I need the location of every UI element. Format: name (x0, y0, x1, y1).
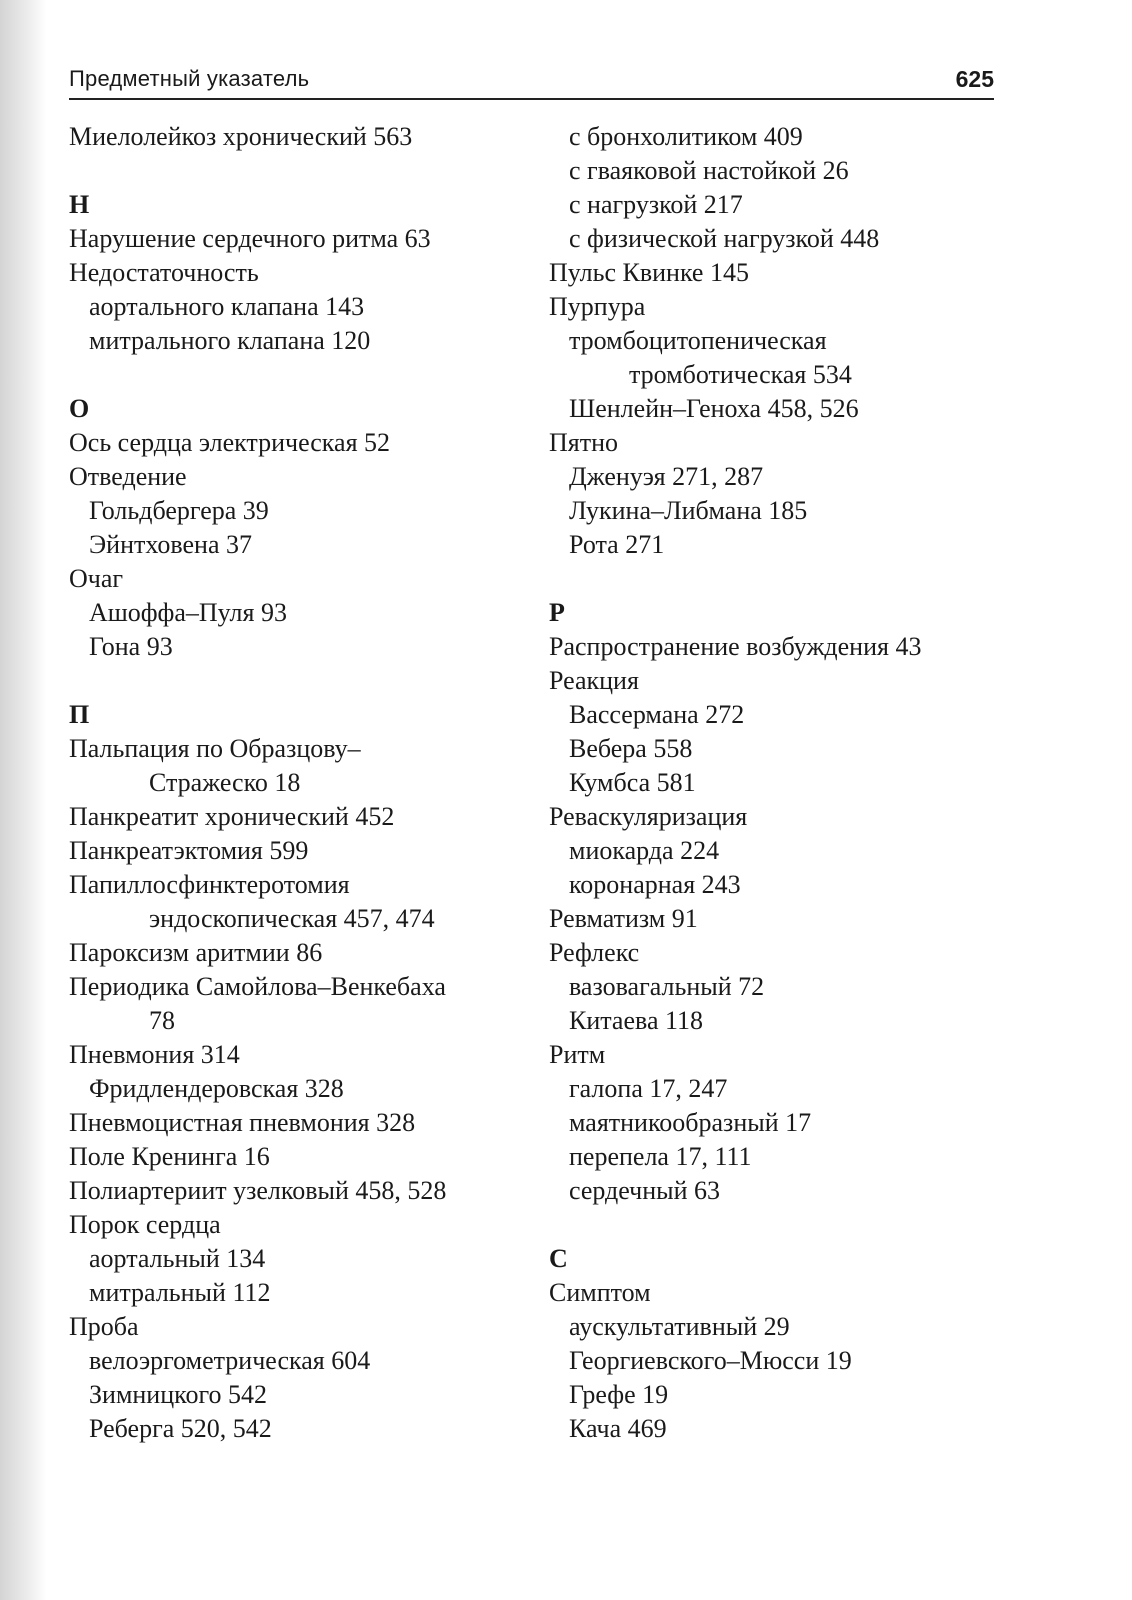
index-subentry: Вебера 558 (569, 734, 693, 763)
index-entry: Пурпура (549, 292, 646, 321)
index-entry: Пневмония 314 (69, 1040, 240, 1069)
index-subentry: аортальный 134 (89, 1244, 266, 1273)
index-subentry: аортального клапана 143 (89, 292, 365, 321)
index-entry: Реваскуляризация (549, 802, 748, 831)
index-subentry: с гваяковой настойкой 26 (569, 156, 849, 185)
index-entry: Проба (69, 1312, 139, 1341)
index-subentry: Рота 271 (569, 530, 665, 559)
index-section-letter: С (549, 1244, 568, 1273)
index-entry: Панкреатит хронический 452 (69, 802, 395, 831)
index-subentry: миокарда 224 (569, 836, 720, 865)
index-section-letter: Р (549, 598, 565, 627)
index-subentry: Кача 469 (569, 1414, 667, 1443)
index-subentry: Вассермана 272 (569, 700, 745, 729)
index-section-letter: Н (69, 190, 90, 219)
section-gap (549, 1208, 994, 1242)
index-subentry: Ашоффа–Пуля 93 (89, 598, 287, 627)
index-subentry: перепела 17, 111 (569, 1142, 752, 1171)
index-entry: Периодика Самойлова–Венкебаха (69, 972, 446, 1001)
index-entry: Ритм (549, 1040, 606, 1069)
index-subentry: митральный 112 (89, 1278, 271, 1307)
index-subentry: сердечный 63 (569, 1176, 721, 1205)
index-section-letter: П (69, 700, 90, 729)
section-gap (69, 664, 519, 698)
index-subentry: Эйнтховена 37 (89, 530, 252, 559)
index-entry: Распространение возбуждения 43 (549, 632, 922, 661)
header-title: Предметный указатель (69, 66, 310, 91)
index-entry-continuation: Стражеско 18 (149, 768, 301, 797)
index-entry: Недостаточность (69, 258, 259, 287)
index-subentry: аускультативный 29 (569, 1312, 790, 1341)
index-column-left (69, 120, 519, 1446)
index-entry-continuation: эндоскопическая 457, 474 (149, 904, 435, 933)
index-subentry: с нагрузкой 217 (569, 190, 743, 219)
index-entry: Отведение (69, 462, 187, 491)
index-subentry: вазовагальный 72 (569, 972, 765, 1001)
index-entry: Ось сердца электрическая 52 (69, 428, 391, 457)
index-subentry: Шенлейн–Геноха 458, 526 (569, 394, 859, 423)
index-subentry: Кумбса 581 (569, 768, 696, 797)
index-subentry: Китаева 118 (569, 1006, 704, 1035)
index-column-right (549, 120, 994, 1446)
index-entry: Папиллосфинктеротомия (69, 870, 350, 899)
page-spine-shadow (0, 0, 46, 1600)
index-entry-continuation: 78 (149, 1006, 175, 1035)
index-subentry: с бронхолитиком 409 (569, 122, 803, 151)
index-entry: Очаг (69, 564, 124, 593)
running-header (69, 62, 994, 100)
index-subentry: галопа 17, 247 (569, 1074, 728, 1103)
index-entry: Поле Кренинга 16 (69, 1142, 270, 1171)
index-subentry: Георгиевского–Мюсси 19 (569, 1346, 852, 1375)
index-entry: Панкреатэктомия 599 (69, 836, 309, 865)
index-entry: Пневмоцистная пневмония 328 (69, 1108, 416, 1137)
index-subentry: Реберга 520, 542 (89, 1414, 272, 1443)
index-entry: Симптом (549, 1278, 651, 1307)
index-entry: Пароксизм аритмии 86 (69, 938, 323, 967)
index-section-letter: О (69, 394, 90, 423)
index-subentry: Зимницкого 542 (89, 1380, 267, 1409)
index-subentry: велоэргометрическая 604 (89, 1346, 371, 1375)
index-subentry-continuation: тромботическая 534 (629, 360, 852, 389)
index-subentry: тромбоцитопеническая (569, 326, 827, 355)
section-gap (549, 562, 994, 596)
index-subentry: Дженуэя 271, 287 (569, 462, 764, 491)
index-entry: Полиартериит узелковый 458, 528 (69, 1176, 447, 1205)
index-entry: Пятно (549, 428, 619, 457)
index-entry: Порок сердца (69, 1210, 221, 1239)
index-entry: Миелолейкоз хронический 563 (69, 122, 413, 151)
index-entry: Пульс Квинке 145 (549, 258, 749, 287)
index-subentry: коронарная 243 (569, 870, 741, 899)
index-subentry: с физической нагрузкой 448 (569, 224, 880, 253)
index-subentry: Гона 93 (89, 632, 173, 661)
index-entry: Ревматизм 91 (549, 904, 698, 933)
section-gap (69, 358, 519, 392)
index-subentry: митрального клапана 120 (89, 326, 371, 355)
index-subentry: Гольдбергера 39 (89, 496, 269, 525)
section-gap (69, 154, 519, 188)
page-number: 625 (955, 66, 994, 92)
index-subentry: маятникообразный 17 (569, 1108, 812, 1137)
index-subentry: Фридлендеровская 328 (89, 1074, 344, 1103)
index-entry: Нарушение сердечного ритма 63 (69, 224, 431, 253)
index-subentry: Грефе 19 (569, 1380, 669, 1409)
index-entry: Пальпация по Образцову– (69, 734, 361, 763)
index-entry: Реакция (549, 666, 639, 695)
index-subentry: Лукина–Либмана 185 (569, 496, 808, 525)
index-entry: Рефлекс (549, 938, 640, 967)
